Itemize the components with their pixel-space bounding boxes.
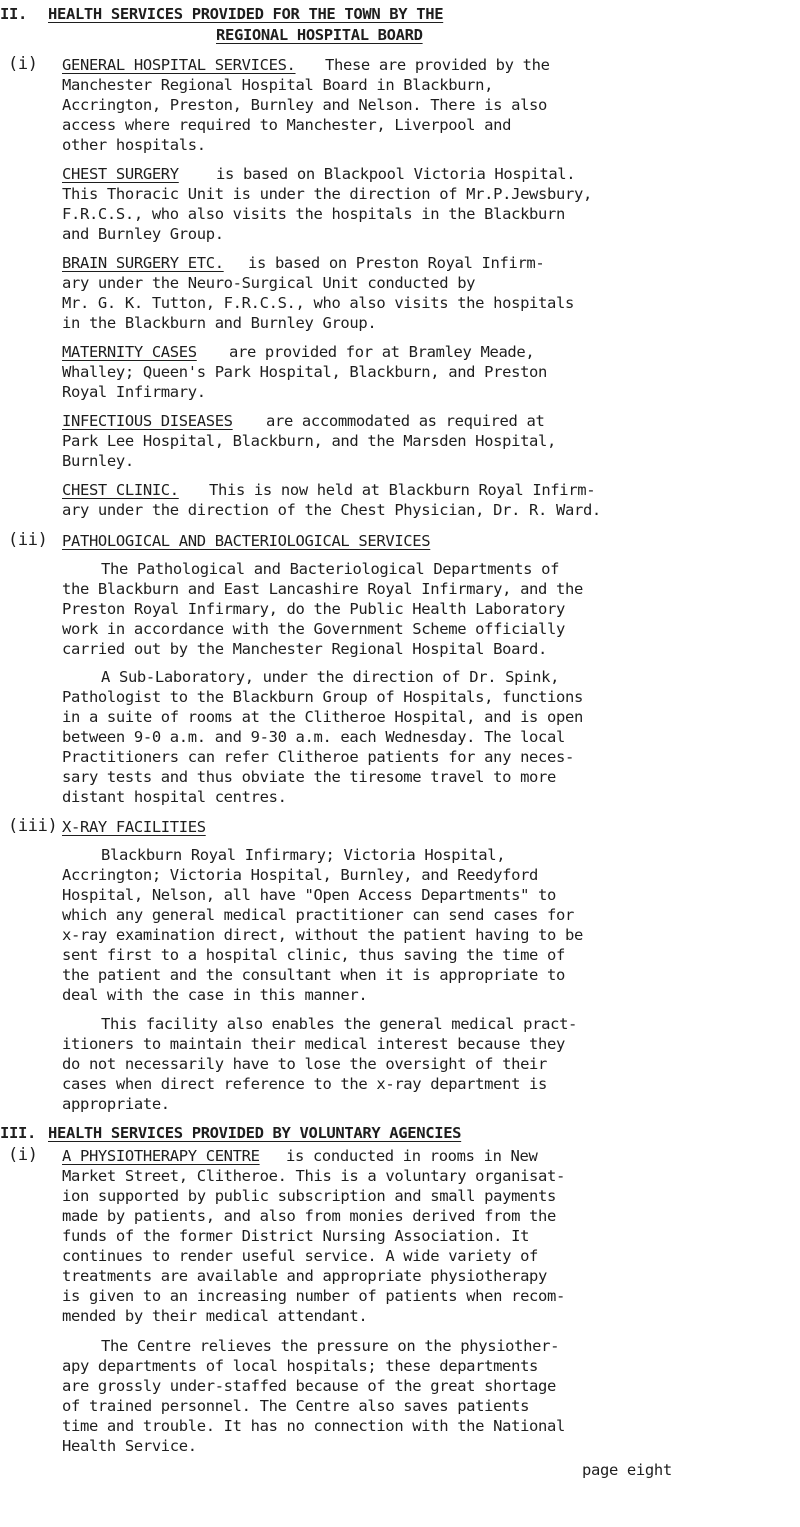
paragraph-line: carried out by the Manchester Regional Hospital Board. <box>62 640 548 658</box>
paragraph-line: Manchester Regional Hospital Board in Blackburn, <box>62 76 494 94</box>
paragraph-line: are accommodated as required at <box>266 412 545 430</box>
subheading: X-RAY FACILITIES <box>62 818 206 836</box>
paragraph-line: sary tests and thus obviate the tiresome travel to more <box>62 768 556 786</box>
page-number: page eight <box>582 1461 672 1479</box>
paragraph-line: Market Street, Clitheroe. This is a voluntary organisat- <box>62 1167 565 1185</box>
item-number: (i) <box>8 54 38 74</box>
paragraph-line: Practitioners can refer Clitheroe patients for any neces- <box>62 748 574 766</box>
paragraph-line: Whalley; Queen's Park Hospital, Blackburn, and Preston <box>62 363 548 381</box>
paragraph-line: Park Lee Hospital, Blackburn, and the Marsden Hospital, <box>62 432 556 450</box>
paragraph-line: Accrington; Victoria Hospital, Burnley, and Reedyford <box>62 866 539 884</box>
subheading: PATHOLOGICAL AND BACTERIOLOGICAL SERVICES <box>62 532 431 550</box>
item-number: (iii) <box>8 816 58 836</box>
paragraph-line: Accrington, Preston, Burnley and Nelson. There is also <box>62 96 548 114</box>
paragraph-line: appropriate. <box>62 1095 170 1113</box>
paragraph-line: work in accordance with the Government Scheme officially <box>62 620 565 638</box>
subheading: CHEST SURGERY <box>62 165 179 183</box>
paragraph-line: distant hospital centres. <box>62 788 287 806</box>
paragraph-line: is conducted in rooms in New <box>286 1147 538 1165</box>
paragraph-line: is given to an increasing number of patients when recom- <box>62 1287 565 1305</box>
item-number: (ii) <box>8 530 48 550</box>
paragraph-line: Blackburn Royal Infirmary; Victoria Hospital, <box>101 846 506 864</box>
paragraph-line: ary under the Neuro-Surgical Unit conducted by <box>62 274 476 292</box>
paragraph-line: are grossly under-staffed because of the great shortage <box>62 1377 556 1395</box>
paragraph-line: which any general medical practitioner can send cases for <box>62 906 574 924</box>
paragraph-line: the patient and the consultant when it is appropriate to <box>62 966 565 984</box>
paragraph-line: access where required to Manchester, Liverpool and <box>62 116 512 134</box>
paragraph-line: cases when direct reference to the x-ray department is <box>62 1075 548 1093</box>
paragraph-line: ion supported by public subscription and small payments <box>62 1187 556 1205</box>
subheading: BRAIN SURGERY ETC. <box>62 254 224 272</box>
paragraph-line: is based on Preston Royal Infirm- <box>248 254 545 272</box>
paragraph-line: This is now held at Blackburn Royal Infirm- <box>209 481 596 499</box>
paragraph-line: sent first to a hospital clinic, thus saving the time of <box>62 946 565 964</box>
paragraph-line: ary under the direction of the Chest Physician, Dr. R. Ward. <box>62 501 601 519</box>
paragraph-line: continues to render useful service. A wide variety of <box>62 1247 539 1265</box>
paragraph-line: funds of the former District Nursing Association. It <box>62 1227 530 1245</box>
paragraph-line: The Centre relieves the pressure on the physiother- <box>101 1337 560 1355</box>
subheading: INFECTIOUS DISEASES <box>62 412 233 430</box>
paragraph-line: the Blackburn and East Lancashire Royal Infirmary, and the <box>62 580 583 598</box>
paragraph-line: mended by their medical attendant. <box>62 1307 368 1325</box>
paragraph-line: The Pathological and Bacteriological Departments of <box>101 560 560 578</box>
section-number: III. <box>0 1124 36 1142</box>
paragraph-line: are provided for at Bramley Meade, <box>229 343 535 361</box>
paragraph-line: deal with the case in this manner. <box>62 986 368 1004</box>
item-number: (i) <box>8 1145 38 1165</box>
paragraph-line: between 9-0 a.m. and 9-30 a.m. each Wednesday. The local <box>62 728 565 746</box>
paragraph-line: time and trouble. It has no connection with the National <box>62 1417 565 1435</box>
paragraph-line: x-ray examination direct, without the patient having to be <box>62 926 583 944</box>
section-title: HEALTH SERVICES PROVIDED FOR THE TOWN BY THE <box>48 5 444 23</box>
paragraph-line: in the Blackburn and Burnley Group. <box>62 314 377 332</box>
paragraph-line: Preston Royal Infirmary, do the Public Health Laboratory <box>62 600 565 618</box>
paragraph-line: is based on Blackpool Victoria Hospital. <box>216 165 576 183</box>
section-title: HEALTH SERVICES PROVIDED BY VOLUNTARY AGENCIES <box>48 1124 462 1142</box>
paragraph-line: other hospitals. <box>62 136 206 154</box>
paragraph-line: itioners to maintain their medical interest because they <box>62 1035 565 1053</box>
subheading: GENERAL HOSPITAL SERVICES. <box>62 56 296 74</box>
paragraph-line: of trained personnel. The Centre also saves patients <box>62 1397 530 1415</box>
paragraph-line: This Thoracic Unit is under the direction of Mr.P.Jewsbury, <box>62 185 592 203</box>
paragraph-line: in a suite of rooms at the Clitheroe Hospital, and is open <box>62 708 583 726</box>
paragraph-line: made by patients, and also from monies derived from the <box>62 1207 556 1225</box>
paragraph-line: These are provided by the <box>325 56 550 74</box>
paragraph-line: do not necessarily have to lose the oversight of their <box>62 1055 548 1073</box>
paragraph-line: A Sub-Laboratory, under the direction of Dr. Spink, <box>101 668 560 686</box>
paragraph-line: Pathologist to the Blackburn Group of Hospitals, functions <box>62 688 583 706</box>
subheading: MATERNITY CASES <box>62 343 197 361</box>
section-number: II. <box>0 5 27 23</box>
paragraph-line: treatments are available and appropriate physiotherapy <box>62 1267 548 1285</box>
paragraph-line: Royal Infirmary. <box>62 383 206 401</box>
paragraph-line: F.R.C.S., who also visits the hospitals in the Blackburn <box>62 205 565 223</box>
paragraph-line: Burnley. <box>62 452 134 470</box>
subheading: A PHYSIOTHERAPY CENTRE <box>62 1147 260 1165</box>
section-title-line2: REGIONAL HOSPITAL BOARD <box>216 26 423 44</box>
subheading: CHEST CLINIC. <box>62 481 179 499</box>
paragraph-line: Health Service. <box>62 1437 197 1455</box>
paragraph-line: and Burnley Group. <box>62 225 224 243</box>
paragraph-line: Hospital, Nelson, all have "Open Access Departments" to <box>62 886 556 904</box>
paragraph-line: Mr. G. K. Tutton, F.R.C.S., who also visits the hospitals <box>62 294 574 312</box>
paragraph-line: apy departments of local hospitals; these departments <box>62 1357 539 1375</box>
paragraph-line: This facility also enables the general medical pract- <box>101 1015 578 1033</box>
